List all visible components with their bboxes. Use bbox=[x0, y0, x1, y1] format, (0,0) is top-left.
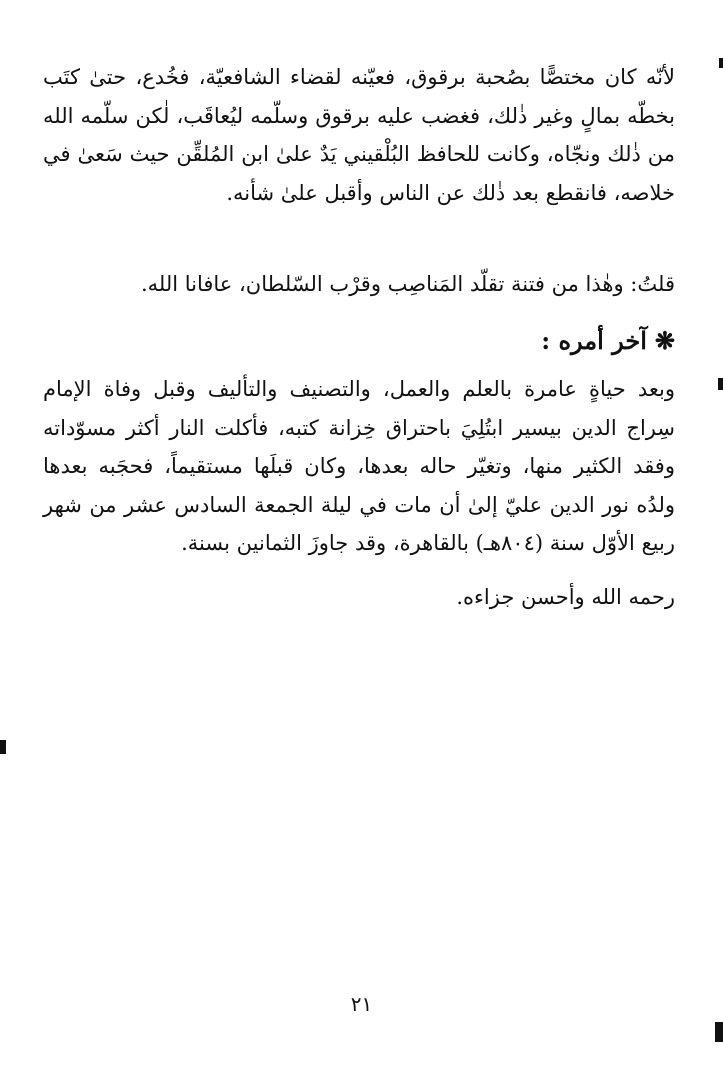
paragraph-3: وبعد حياةٍ عامرة بالعلم والعمل، والتصنيف والتأليف وقبل وفاة الإمام سِراج الدين بيسير ابتُلِيَ باحتراق خِزانة كتبه، فأكلت النار أكثر مسوّداته وفقد الكثير منها، وتغيّر حاله بعدها، وكان قبلَها مستقيماً، فحجَبه بعدها ولدُه نور الدين عليّ إلىٰ أن مات في ليلة الجمعة السادس عشر من شهر ربيع الأوّل سنة (٨٠٤هـ) بالقاهرة، وقد جاوزَ الثمانين بسنة. bbox=[43, 377, 675, 555]
section-heading-text: آخر أمره : bbox=[541, 326, 647, 355]
margin-mark bbox=[718, 378, 723, 390]
paragraph-1: لأنّه كان مختصًّا بصُحبة برقوق، فعيّنه لقضاء الشافعيّة، فخُدع، حتىٰ كتَب بخطّه بمالٍ وغير ذٰلك، فغضب عليه برقوق وسلّمه ليُعاقَب، لٰكن سلّمه الله من ذٰلك ونجّاه، وكانت للحافظ البُلْقيني يَدٌ علىٰ ابن المُلقِّن حيث سَعىٰ في خلاصه، فانقطع بعد ذٰلك عن الناس وأقبل علىٰ شأنه. bbox=[43, 65, 675, 205]
margin-mark bbox=[715, 1022, 723, 1042]
margin-mark bbox=[719, 58, 723, 68]
paragraph-4: رحمه الله وأحسن جزاءه. bbox=[456, 585, 675, 609]
margin-mark bbox=[0, 740, 6, 754]
page-number: ٢١ bbox=[350, 992, 373, 1016]
paragraph-2: قلتُ: وهٰذا من فتنة تقلّد المَناصِب وقرْب السّلطان، عافانا الله. bbox=[140, 272, 675, 296]
section-heading bbox=[541, 322, 675, 360]
asterisk-icon: ❋ bbox=[654, 326, 675, 355]
